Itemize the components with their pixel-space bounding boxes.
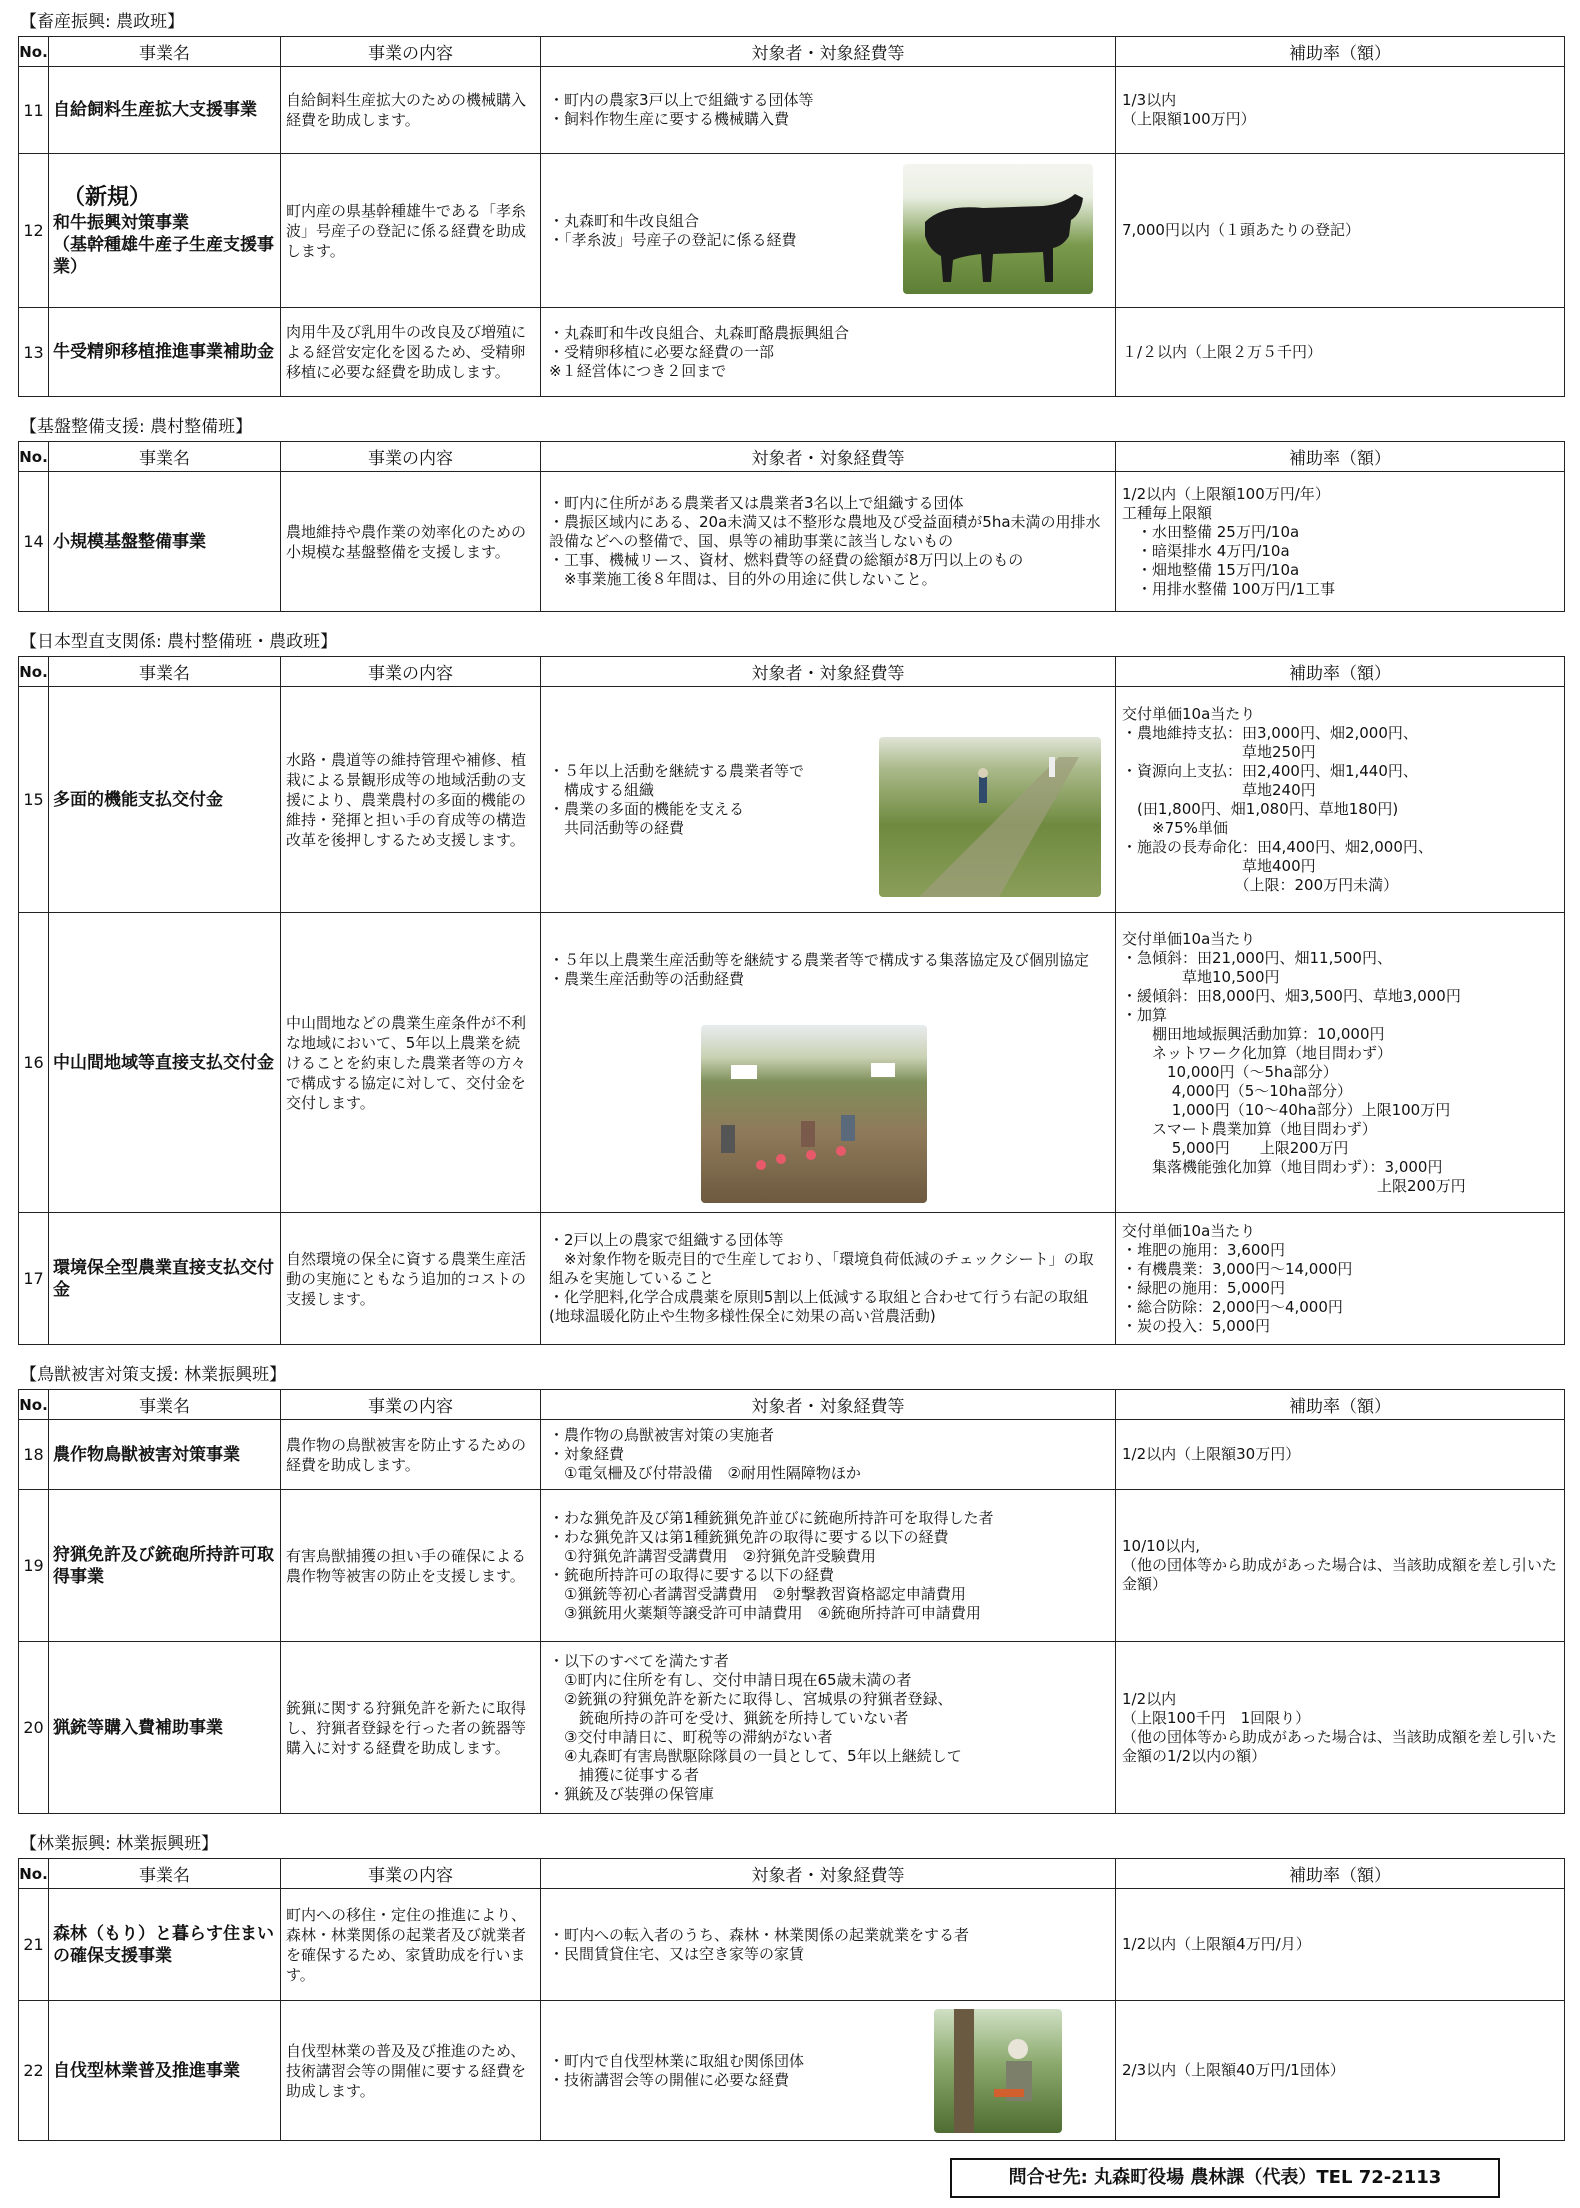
row-name: 農作物鳥獣被害対策事業 (49, 1420, 281, 1490)
row-target-cell (541, 687, 1116, 913)
header-no: No. (19, 37, 49, 67)
header-name: 事業名 (49, 442, 281, 472)
table-row (19, 154, 1565, 308)
row-target-cell (541, 913, 1116, 1213)
row-target-cell (541, 2001, 1116, 2141)
row-name: 小規模基盤整備事業 (49, 472, 281, 612)
table-row (19, 472, 1565, 612)
row-content: 水路・農道等の維持管理や補修、植栽による景観形成等の地域活動の支援により、農業農村の多面的機能の維持・発揮と担い手の育成等の構造改革を後押しするため支援します。 (281, 687, 541, 913)
row-name-cell (49, 154, 281, 308)
table-row (19, 308, 1565, 397)
row-name: 森林（もり）と暮らす住まいの確保支援事業 (49, 1889, 281, 2001)
row-rate: 1/2以内（上限額30万円） (1116, 1420, 1565, 1490)
table-wildlife (18, 1389, 1565, 1814)
row-rate: １/２以内（上限２万５千円） (1116, 308, 1565, 397)
planting-photo-icon (701, 1025, 927, 1203)
header-content: 事業の内容 (281, 657, 541, 687)
section-title-wildlife: 【鳥獣被害対策支援: 林業振興班】 (20, 1365, 287, 1385)
row-target: ・丸森町和牛改良組合 ・「孝糸波」号産子の登記に係る経費 (549, 211, 797, 249)
table-row (19, 1420, 1565, 1490)
row-rate: 交付単価10a当たり ・堆肥の施用：3,600円 ・有機農業：3,000円～14,000円 ・緑肥の施用：5,000円 ・総合防除：2,000円～4,000円 ・炭の投入：5,000円 (1116, 1213, 1565, 1345)
header-name: 事業名 (49, 1859, 281, 1889)
row-target: ・５年以上農業生産活動等を継続する農業者等で構成する集落協定及び個別協定 ・農業生産活動等の活動経費 (549, 951, 1090, 988)
row-name: 牛受精卵移植推進事業補助金 (49, 308, 281, 397)
row-name: 自給飼料生産拡大支援事業 (49, 67, 281, 154)
table-header-row (19, 37, 1565, 67)
row-rate: 7,000円以内（１頭あたりの登記） (1116, 154, 1565, 308)
table-row (19, 1213, 1565, 1345)
header-no: No. (19, 1390, 49, 1420)
header-no: No. (19, 1859, 49, 1889)
row-target: ・町内で自伐型林業に取組む関係団体 ・技術講習会等の開催に必要な経費 (549, 2051, 805, 2089)
table-infrastructure (18, 441, 1565, 612)
row-rate: 1/2以内（上限額4万円/月） (1116, 1889, 1565, 2001)
header-target: 対象者・対象経費等 (541, 657, 1116, 687)
row-no: 15 (19, 687, 49, 913)
row-no: 19 (19, 1490, 49, 1642)
header-no: No. (19, 657, 49, 687)
header-target: 対象者・対象経費等 (541, 1390, 1116, 1420)
forestry-photo-icon (934, 2009, 1062, 2133)
row-target-cell (541, 154, 1116, 308)
header-rate: 補助率（額） (1116, 1390, 1565, 1420)
table-row (19, 1642, 1565, 1814)
table-forestry (18, 1858, 1565, 2141)
header-rate: 補助率（額） (1116, 37, 1565, 67)
table-header-row (19, 1390, 1565, 1420)
row-no: 14 (19, 472, 49, 612)
table-row (19, 2001, 1565, 2141)
contact-footer: 問合せ先: 丸森町役場 農林課（代表）TEL 72-2113 (950, 2158, 1500, 2198)
table-row (19, 687, 1565, 913)
row-target: ・町内への転入者のうち、森林・林業関係の起業就業をする者 ・民間賃貸住宅、又は空き家等の家賃 (541, 1889, 1116, 2001)
page (18, 10, 1566, 2159)
row-name: 環境保全型農業直接支払交付金 (49, 1213, 281, 1345)
row-content: 自給飼料生産拡大のための機械購入経費を助成します。 (281, 67, 541, 154)
new-label: （新規） (63, 184, 152, 210)
header-content: 事業の内容 (281, 1859, 541, 1889)
row-no: 21 (19, 1889, 49, 2001)
row-rate: 1/3以内 （上限額100万円） (1116, 67, 1565, 154)
table-row (19, 913, 1565, 1213)
row-target: ・５年以上活動を継続する農業者等で 構成する組織 ・農業の多面的機能を支える 共同活動等の経費 (549, 761, 805, 837)
row-no: 17 (19, 1213, 49, 1345)
row-target: ・町内に住所がある農業者又は農業者3名以上で組織する団体 ・農振区域内にある、20a未満又は不整形な農地及び受益面積が5ha未満の用排水設備などへの整備で、国、県等の補助事業に該当しないもの ・工事、機械リース、資材、燃料費等の経費の総額が8万円以上のもの ※事業施工後８年間は、目的外の用途に供しないこと。 (541, 472, 1116, 612)
row-target: ・丸森町和牛改良組合、丸森町酪農振興組合 ・受精卵移植に必要な経費の一部 ※１経営体につき２回まで (541, 308, 1116, 397)
row-no: 16 (19, 913, 49, 1213)
row-content: 農作物の鳥獣被害を防止するための経費を助成します。 (281, 1420, 541, 1490)
row-rate: 10/10以内, （他の団体等から助成があった場合は、当該助成額を差し引いた金額） (1116, 1490, 1565, 1642)
header-rate: 補助率（額） (1116, 442, 1565, 472)
field-photo-icon (879, 737, 1101, 897)
row-no: 13 (19, 308, 49, 397)
row-name: 猟銃等購入費補助事業 (49, 1642, 281, 1814)
table-livestock (18, 36, 1565, 397)
header-content: 事業の内容 (281, 37, 541, 67)
header-name: 事業名 (49, 657, 281, 687)
row-target: ・わな猟免許及び第1種銃猟免許並びに銃砲所持許可を取得した者 ・わな猟免許又は第1種銃猟免許の取得に要する以下の経費 ①狩猟免許講習受講費用 ②狩猟免許受験費用 ・銃砲所持許可の取得に要する以下の経費 ①猟銃等初心者講習受講費用 ②射撃教習資格認定申請費用 ③猟銃用火薬類等譲受許可申請費用 ④銃砲所持許可申請費用 (541, 1490, 1116, 1642)
row-name: 和牛振興対策事業 （基幹種雄牛産子生産支援事業） (53, 212, 274, 277)
table-direct-payment (18, 656, 1565, 1345)
row-name: 自伐型林業普及推進事業 (49, 2001, 281, 2141)
table-header-row (19, 442, 1565, 472)
row-content: 肉用牛及び乳用牛の改良及び増殖による経営安定化を図るため、受精卵移植に必要な経費を助成します。 (281, 308, 541, 397)
cow-photo-icon (903, 164, 1093, 294)
section-title-livestock: 【畜産振興: 農政班】 (20, 12, 185, 32)
table-header-row (19, 1859, 1565, 1889)
row-content: 町内への移住・定住の推進により、森林・林業関係の起業者及び就業者を確保するため、家賃助成を行います。 (281, 1889, 541, 2001)
row-rate: 交付単価10a当たり ・農地維持支払：田3,000円、畑2,000円、 草地250円 ・資源向上支払：田2,400円、畑1,440円、 草地240円 (田1,800円、畑1,080円、草地180円) ※75%単価 ・施設の長寿命化：田4,400円、畑2,000円、 草地400円 （上限：200万円未満） (1116, 687, 1565, 913)
row-target: ・2戸以上の農家で組織する団体等 ※対象作物を販売目的で生産しており、「環境負荷低減のチェックシート」の取組みを実施していること ・化学肥料,化学合成農薬を原則5割以上低減する取組と合わせて行う右記の取組(地球温暖化防止や生物多様性保全に効果の高い営農活動) (541, 1213, 1116, 1345)
row-content: 中山間地などの農業生産条件が不利な地域において、5年以上農業を続けることを約束した農業者等の方々で構成する協定に対して、交付金を交付します。 (281, 913, 541, 1213)
header-content: 事業の内容 (281, 442, 541, 472)
row-content: 自伐型林業の普及及び推進のため、技術講習会等の開催に要する経費を助成します。 (281, 2001, 541, 2141)
table-row (19, 1889, 1565, 2001)
header-name: 事業名 (49, 1390, 281, 1420)
row-rate: 2/3以内（上限額40万円/1団体） (1116, 2001, 1565, 2141)
row-content: 農地維持や農作業の効率化のための小規模な基盤整備を支援します。 (281, 472, 541, 612)
header-content: 事業の内容 (281, 1390, 541, 1420)
row-target: ・農作物の鳥獣被害対策の実施者 ・対象経費 ①電気柵及び付帯設備 ②耐用性隔障物ほか (541, 1420, 1116, 1490)
row-target: ・以下のすべてを満たす者 ①町内に住所を有し、交付申請日現在65歳未満の者 ②銃猟の狩猟免許を新たに取得し、宮城県の狩猟者登録、 銃砲所持の許可を受け、猟銃を所持していない者 ③交付申請日に、町税等の滞納がない者 ④丸森町有害鳥獣駆除隊員の一員として、5年以上継続して 捕獲に従事する者 ・猟銃及び装弾の保管庫 (541, 1642, 1116, 1814)
row-content: 自然環境の保全に資する農業生産活動の実施にともなう追加的コストの支援します。 (281, 1213, 541, 1345)
table-row (19, 1490, 1565, 1642)
row-content: 町内産の県基幹種雄牛である「孝糸波」号産子の登記に係る経費を助成します。 (281, 154, 541, 308)
row-name: 中山間地域等直接支払交付金 (49, 913, 281, 1213)
section-title-direct-payment: 【日本型直支関係: 農村整備班・農政班】 (20, 632, 338, 652)
header-rate: 補助率（額） (1116, 1859, 1565, 1889)
header-rate: 補助率（額） (1116, 657, 1565, 687)
row-no: 11 (19, 67, 49, 154)
header-name: 事業名 (49, 37, 281, 67)
row-name: 狩猟免許及び銃砲所持許可取得事業 (49, 1490, 281, 1642)
header-target: 対象者・対象経費等 (541, 442, 1116, 472)
row-no: 22 (19, 2001, 49, 2141)
row-content: 有害鳥獣捕獲の担い手の確保による農作物等被害の防止を支援します。 (281, 1490, 541, 1642)
row-no: 18 (19, 1420, 49, 1490)
table-header-row (19, 657, 1565, 687)
row-rate: 1/2以内 （上限100千円 1回限り） （他の団体等から助成があった場合は、当該助成額を差し引いた金額の1/2以内の額） (1116, 1642, 1565, 1814)
section-title-forestry: 【林業振興: 林業振興班】 (20, 1834, 219, 1854)
header-no: No. (19, 442, 49, 472)
section-title-infrastructure: 【基盤整備支援: 農村整備班】 (20, 417, 253, 437)
row-content: 銃猟に関する狩猟免許を新たに取得し、狩猟者登録を行った者の銃器等購入に対する経費を助成します。 (281, 1642, 541, 1814)
row-target: ・町内の農家3戸以上で組織する団体等 ・飼料作物生産に要する機械購入費 (541, 67, 1116, 154)
row-no: 12 (19, 154, 49, 308)
header-target: 対象者・対象経費等 (541, 37, 1116, 67)
header-target: 対象者・対象経費等 (541, 1859, 1116, 1889)
row-rate: 1/2以内（上限額100万円/年） 工種毎上限額 ・水田整備 25万円/10a ・暗渠排水 4万円/10a ・畑地整備 15万円/10a ・用排水整備 100万円/1工事 (1116, 472, 1565, 612)
table-row (19, 67, 1565, 154)
row-name: 多面的機能支払交付金 (49, 687, 281, 913)
row-no: 20 (19, 1642, 49, 1814)
row-rate: 交付単価10a当たり ・急傾斜：田21,000円、畑11,500円、 草地10,500円 ・緩傾斜：田8,000円、畑3,500円、草地3,000円 ・加算 棚田地域振興活動加算：10,000円 ネットワーク化加算（地目問わず） 10,000円（～5ha部分） 4,000円（5～10ha部分） 1,000円（10～40ha部分）上限100万円 スマート農業加算（地目問わず） 5,000円 上限200万円 集落機能強化加算（地目問わず）：3,000円 上限200万円 (1116, 913, 1565, 1213)
